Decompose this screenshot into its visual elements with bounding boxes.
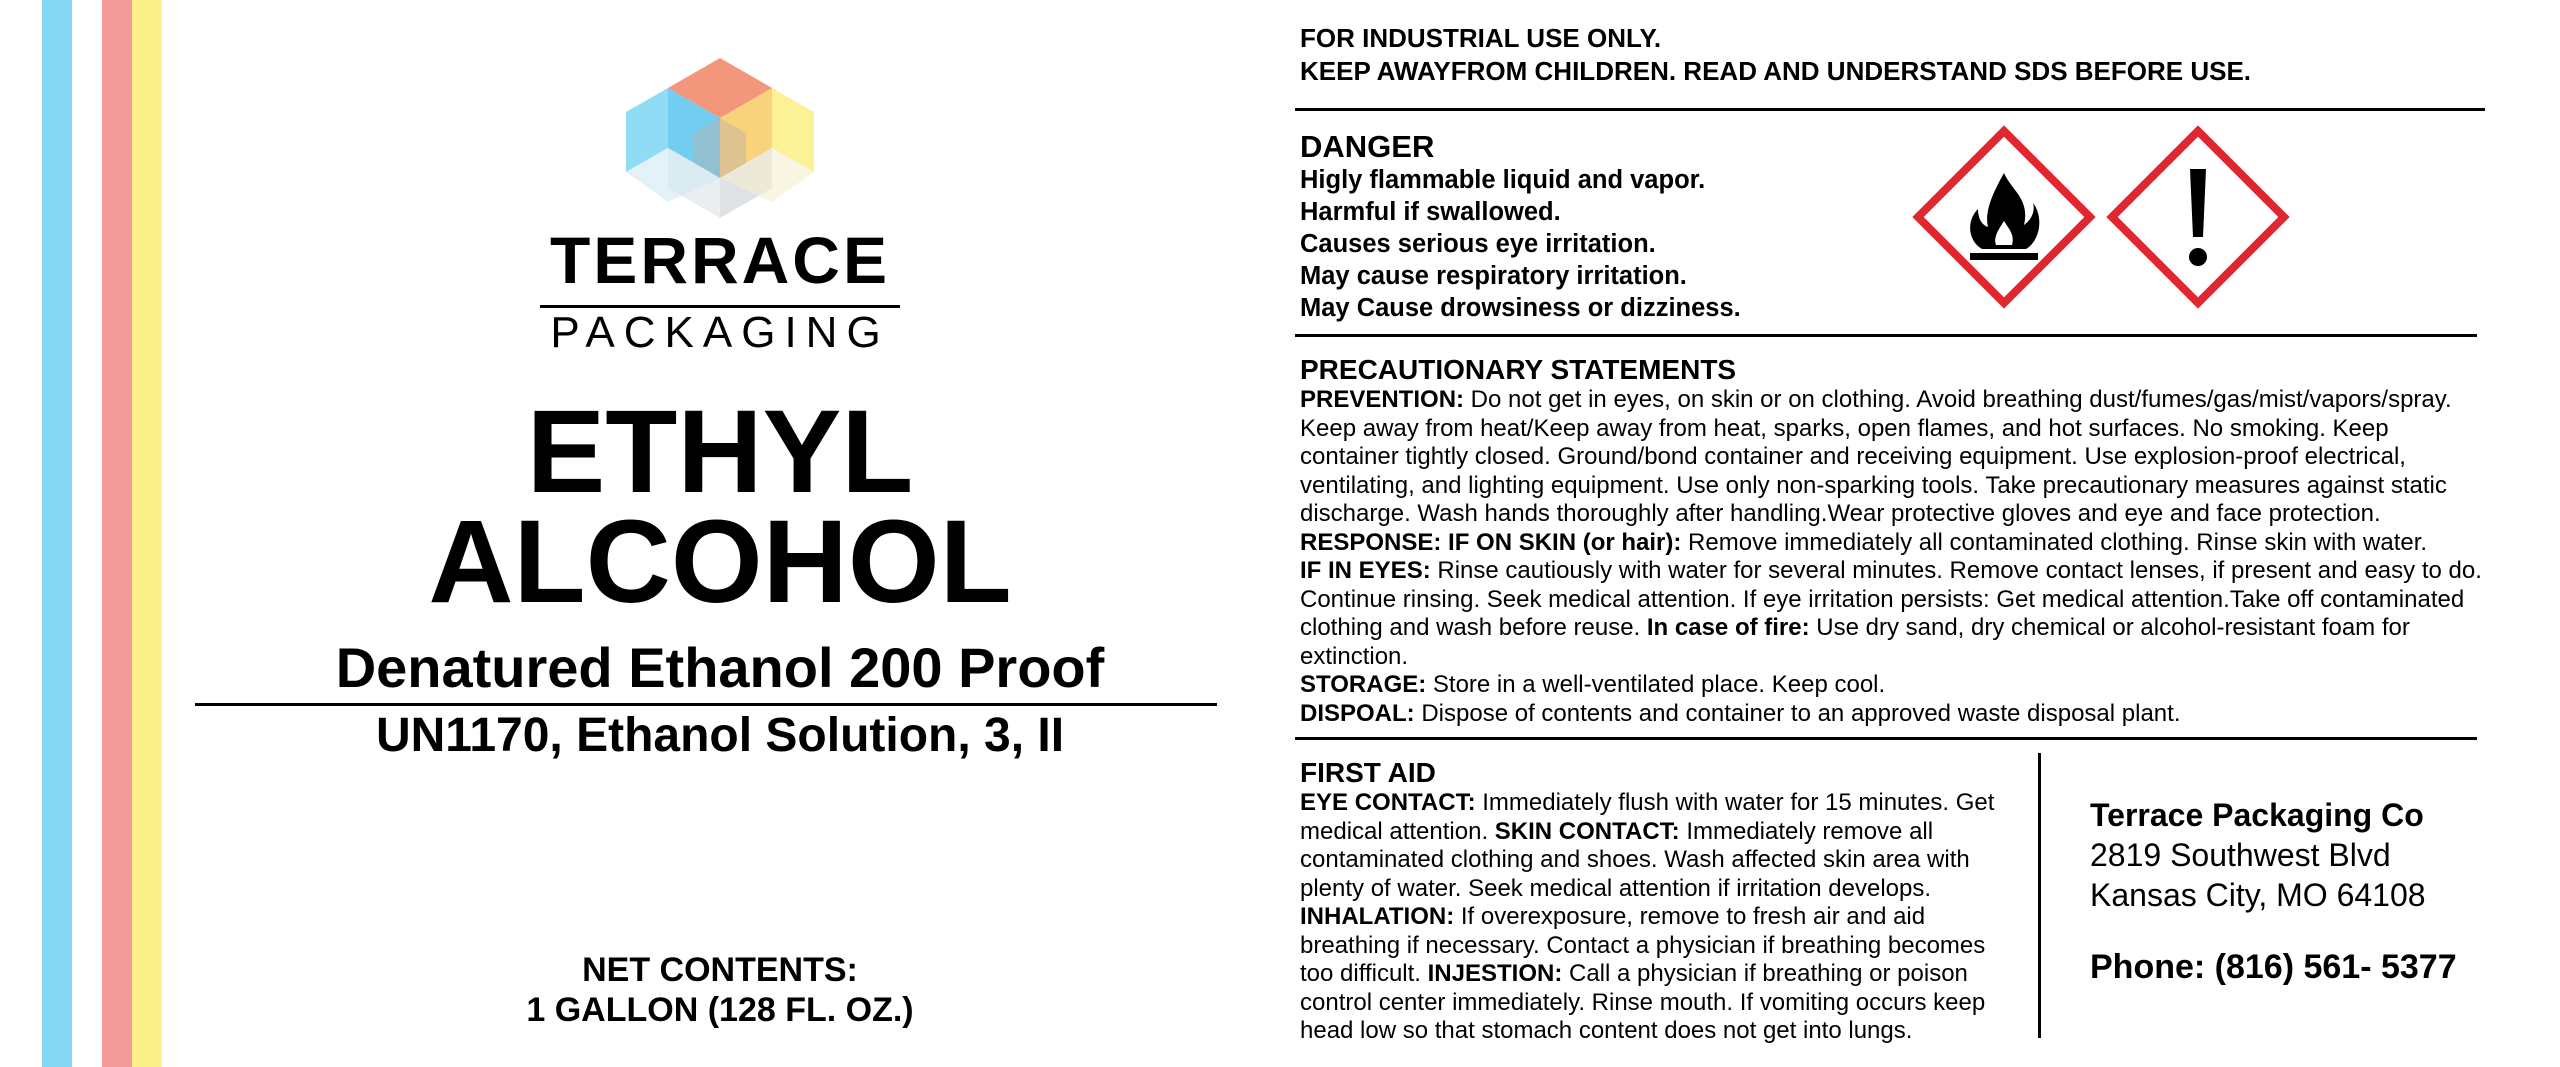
inhalation-label: INHALATION: xyxy=(1300,903,1455,930)
skin-contact-text: Immediately remove all contaminated clothing and shoes. Wash affected skin area with plenty of water. Seek medical attention if irritation develops. xyxy=(1300,817,1970,902)
danger-section xyxy=(1300,130,1900,324)
divider-danger xyxy=(1295,334,2477,337)
response-paragraph xyxy=(1300,529,2485,558)
un-number: UN1170, Ethanol Solution, 3, II xyxy=(375,709,1065,762)
net-contents-label: NET CONTENTS: xyxy=(582,951,858,989)
eyes-text: Rinse cautiously with water for several minutes. Remove contact lenses, if present and easy to do. Continue rinsing. Seek medical attention. If eye irritation persists: Get medical attention.Take off contaminated clothing and wash before reuse. xyxy=(1300,557,2482,641)
prevention-label: PREVENTION: xyxy=(1300,386,1465,413)
disposal-paragraph xyxy=(1300,700,2485,729)
prevention-paragraph xyxy=(1300,386,2485,529)
first-aid-paragraph-1 xyxy=(1300,789,2005,903)
subtitle-divider xyxy=(195,703,1217,706)
product-title xyxy=(195,386,1245,628)
inhalation-text: If overexposure, remove to fresh air and aid breathing if necessary. Contact a physician if breathing becomes too difficult. xyxy=(1300,903,1986,987)
first-aid-divider-vertical xyxy=(2038,753,2041,1038)
danger-heading: DANGER xyxy=(1300,129,1435,164)
brand-subtitle: PACKAGING xyxy=(550,308,890,357)
stripe-pink xyxy=(102,0,132,1067)
storage-label: STORAGE: xyxy=(1300,671,1427,698)
precautionary-section xyxy=(1300,354,2485,728)
skin-contact-label: SKIN CONTACT: xyxy=(1494,817,1680,845)
brand-name: TERRACE xyxy=(549,223,890,297)
danger-line: Harmful if swallowed. xyxy=(1300,198,1561,226)
precautionary-heading: PRECAUTIONARY STATEMENTS xyxy=(1300,354,1737,385)
divider-notice xyxy=(1295,108,2485,111)
net-contents xyxy=(420,950,1020,1030)
prevention-text: Do not get in eyes, on skin or on clothing. Avoid breathing dust/fumes/gas/mist/vapors/spray. Keep away from heat/Keep away from heat, sparks, open flames, and hot surfaces. No smoking. Keep container tightly closed. Ground/bond container and receiving equipment. Use explosion-proof electrical, ventilating, and lighting equipment. Use only non-sparking tools. Take precautionary measures against static discharge. Wash hands thoroughly after handling.Wear protective gloves and eye and face protection. xyxy=(1300,386,2452,527)
company-name: Terrace Packaging Co xyxy=(2090,797,2424,833)
hexagon-cube-logo xyxy=(620,52,820,224)
stripe-blue xyxy=(42,0,72,1067)
eye-contact-label: EYE CONTACT: xyxy=(1300,789,1476,816)
fire-label: In case of fire: xyxy=(1646,614,1810,641)
company-city: Kansas City, MO 64108 xyxy=(2090,877,2426,913)
notice xyxy=(1300,22,2500,88)
danger-line: May cause respiratory irritation. xyxy=(1300,262,1687,290)
eyes-paragraph xyxy=(1300,557,2485,671)
first-aid-paragraph-2 xyxy=(1300,903,2005,1046)
fire-text: Use dry sand, dry chemical or alcohol-resistant foam for extinction. xyxy=(1300,614,2410,670)
disposal-text: Dispose of contents and container to an approved waste disposal plant. xyxy=(1414,699,2181,727)
product-title-line1: ETHYL xyxy=(526,386,914,518)
danger-line: May Cause drowsiness or dizziness. xyxy=(1300,294,1741,322)
ingestion-label: INJESTION: xyxy=(1427,960,1563,987)
response-text: Remove immediately all contaminated clothing. Rinse skin with water. xyxy=(1681,528,2428,556)
ingestion-text: Call a physician if breathing or poison control center immediately. Rinse mouth. If vomiting occurs keep head low so that stomach content does not get into lungs. xyxy=(1300,960,1986,1044)
notice-line-2: KEEP AWAYFROM CHILDREN. READ AND UNDERSTAND SDS BEFORE USE. xyxy=(1300,56,2252,86)
exclamation-mark-icon xyxy=(2106,125,2290,309)
flame-icon xyxy=(1912,125,2096,309)
first-aid-section xyxy=(1300,757,2005,1046)
company-phone: Phone: (816) 561- 5377 xyxy=(2090,948,2457,986)
response-label: RESPONSE: IF ON SKIN (or hair): xyxy=(1300,528,1682,556)
eyes-label: IF IN EYES: xyxy=(1300,557,1431,584)
divider-precautionary xyxy=(1295,737,2477,740)
company-block xyxy=(2090,795,2550,987)
net-contents-value: 1 GALLON (128 FL. OZ.) xyxy=(526,991,914,1029)
company-street: 2819 Southwest Blvd xyxy=(2090,837,2391,873)
storage-paragraph xyxy=(1300,671,2485,700)
product-subtitle: Denatured Ethanol 200 Proof xyxy=(335,636,1105,699)
disposal-label: DISPOAL: xyxy=(1300,699,1415,727)
danger-line: Causes serious eye irritation. xyxy=(1300,230,1656,258)
eye-contact-text: Immediately flush with water for 15 minutes. Get medical attention. xyxy=(1300,789,1995,845)
notice-line-1: FOR INDUSTRIAL USE ONLY. xyxy=(1300,23,1662,53)
first-aid-heading: FIRST AID xyxy=(1300,757,1436,788)
storage-text: Store in a well-ventilated place. Keep cool. xyxy=(1426,671,1886,698)
product-title-line2: ALCOHOL xyxy=(428,496,1012,628)
stripe-yellow xyxy=(132,0,162,1067)
danger-line: Higly flammable liquid and vapor. xyxy=(1300,166,1706,194)
